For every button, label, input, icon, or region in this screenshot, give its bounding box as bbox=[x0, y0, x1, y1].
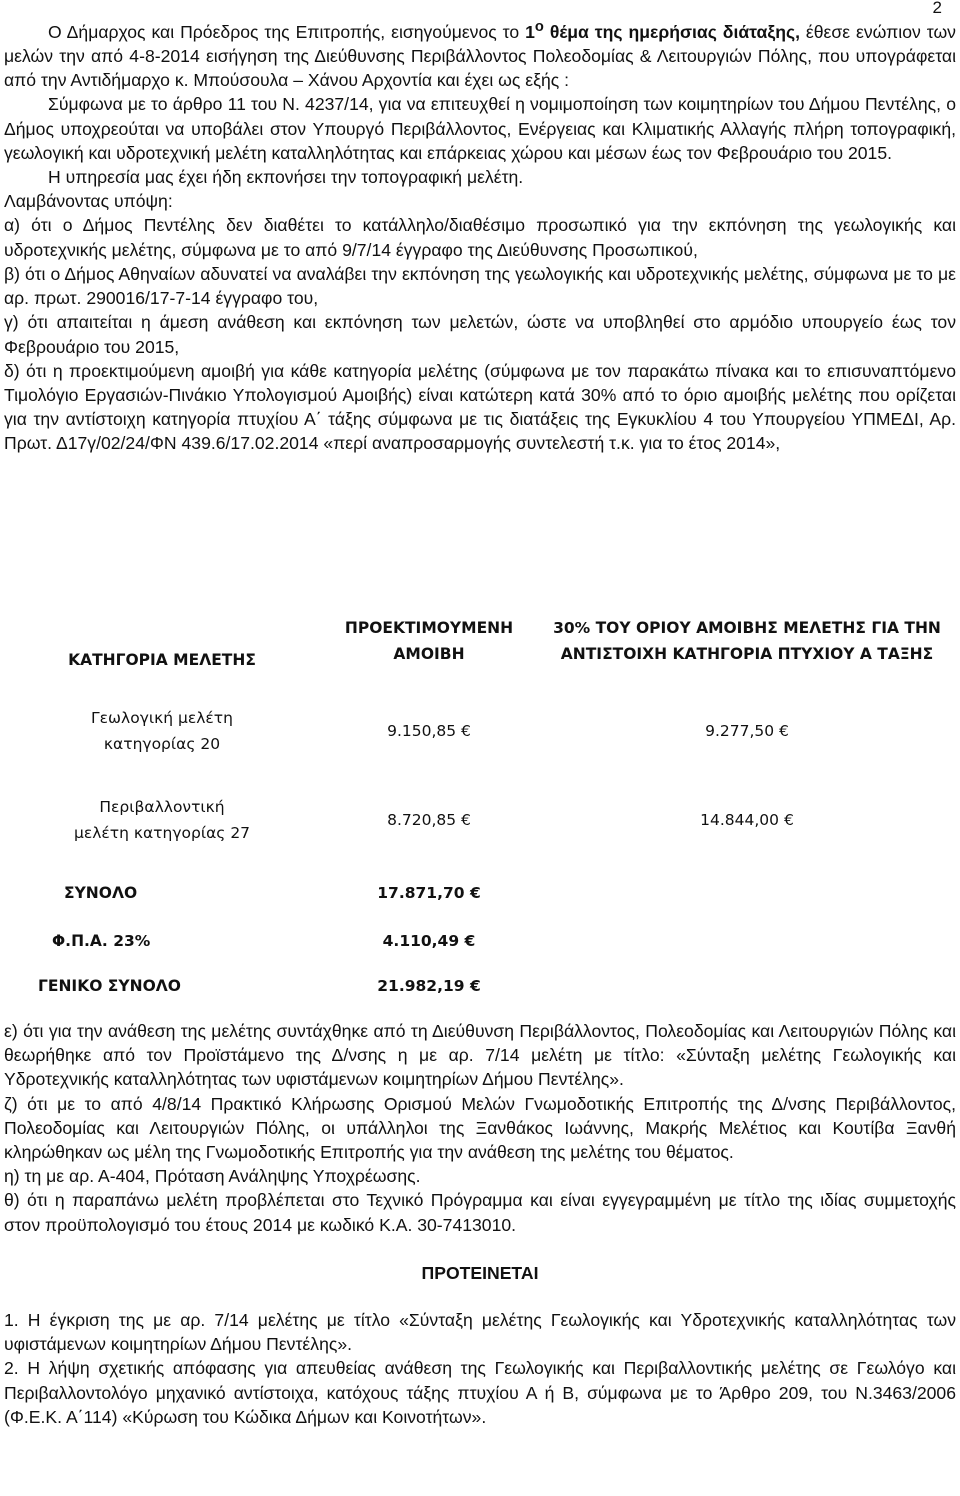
header-limit-line1: 30% ΤΟΥ ΟΡΙΟΥ ΑΜΟΙΒΗΣ ΜΕΛΕΤΗΣ ΓΙΑ ΤΗΝ bbox=[553, 619, 941, 637]
row-fee bbox=[320, 772, 538, 868]
grand-total-value bbox=[320, 964, 538, 1008]
row-limit bbox=[538, 690, 956, 772]
currency-symbol: € bbox=[464, 932, 476, 950]
item-z: ζ) ότι με το από 4/8/14 Πρακτικό Κλήρωσης Ορισμού Μελών Γνωμοδοτικής Επιτροπής της Δ/νσης Περιβάλλοντος, Πολεοδομίας και Λειτουργιών Πόλης, οι υπάλληλοι της Ξανθάκος Ιωάννης, Μακρής Μελέτιος και Κουτίβα Ξανθή κληρώθηκαν ως μέλη της Γνωμοδοτικής Επιτροπής για την ανάθεση της μελέτης του θέματος. bbox=[4, 1093, 956, 1163]
header-fee-line1: ΠΡΟΕΚΤΙΜΟΥΜΕΝΗ bbox=[344, 619, 514, 637]
proposal-2: 2. Η λήψη σχετικής απόφασης για απευθείας ανάθεση της Γεωλογικής και Περιβαλλοντικής μελέτης σε Γεωλόγο και Περιβαλλοντολόγο μηχανικό αντίστοιχα, κατόχους τάξης πτυχίου Α ή Β, σύμφωνα με το Άρθρο 209, του Ν.3463/2006 (Φ.Ε.Κ. Α΄114) «Κύρωση του Κώδικα Δήμων και Κοινοτήτων». bbox=[4, 1358, 956, 1427]
item-th: θ) ότι η παραπάνω μελέτη προβλέπεται στο Τεχνικό Πρόγραμμα και είναι εγγεγραμμένη με τίτλο της ιδίας συμμετοχής στον προϋπολογισμό του έτους 2014 με κωδικό Κ.Α. 30-7413010. bbox=[4, 1190, 956, 1235]
currency-symbol: € bbox=[461, 722, 471, 740]
currency-symbol: € bbox=[469, 977, 481, 995]
grand-total-label: ΓΕΝΙΚΟ ΣΥΝΟΛΟ bbox=[38, 977, 181, 995]
table-row bbox=[4, 690, 956, 772]
section-heading: ΠΡΟΤΕΙΝΕΤΑΙ bbox=[421, 1262, 539, 1283]
header-category: ΚΑΤΗΓΟΡΙΑ ΜΕΛΕΤΗΣ bbox=[68, 651, 256, 669]
currency-symbol: € bbox=[779, 722, 789, 740]
vat-label: Φ.Π.Α. 23% bbox=[52, 932, 151, 950]
row-category-line1: Γεωλογική μελέτη bbox=[91, 709, 233, 727]
item-b: β) ότι ο Δήμος Αθηναίων αδυνατεί να αναλάβει την εκπόνηση της γεωλογικής και υδροτεχνικής μελέτης, σύμφωνα με το με αρ. πρωτ. 290016/17-7-14 έγγραφο του, bbox=[4, 263, 956, 309]
intro-p4: Λαμβάνοντας υπόψη: bbox=[4, 191, 173, 212]
grand-total-amount: 21.982,19 bbox=[377, 977, 465, 995]
vat-row bbox=[4, 918, 956, 964]
row-limit-value: 14.844,00 bbox=[700, 811, 780, 829]
page-number: 2 bbox=[932, 0, 942, 17]
header-limit bbox=[538, 592, 956, 690]
row-category bbox=[4, 690, 320, 772]
topic-emphasis: $1^o$ θέμα της ημερήσιας διάταξης, bbox=[525, 19, 800, 42]
fee-table bbox=[4, 592, 956, 1008]
item-a: α) ότι ο Δήμος Πεντέλης δεν διαθέτει το κατάλληλο/διαθέσιμο προσωπικό για την εκπόνηση της γεωλογικής και υδροτεχνικής μελέτης, σύμφωνα με το από 9/7/14 έγγραφο της Διεύθυνσης Προσωπικού, bbox=[4, 215, 956, 260]
row-category-line2: μελέτη κατηγορίας 27 bbox=[73, 824, 251, 842]
header-fee-line2: ΑΜΟΙΒΗ bbox=[393, 645, 465, 663]
row-limit-value: 9.277,50 bbox=[705, 722, 775, 740]
table-row bbox=[4, 772, 956, 868]
header-fee bbox=[320, 592, 538, 690]
total-label: ΣΥΝΟΛΟ bbox=[64, 884, 138, 902]
vat-amount: 4.110,49 bbox=[382, 932, 460, 950]
row-category bbox=[4, 772, 320, 868]
currency-symbol: € bbox=[783, 811, 794, 829]
row-fee-value: 8.720,85 bbox=[387, 811, 457, 829]
item-e: ε) ότι για την ανάθεση της μελέτης συντάχθηκε από τη Διεύθυνση Περιβάλλοντος, Πολεοδομίας και Λειτουργιών Πόλης και θεωρήθηκε από τον Προϊστάμενο της Δ/νσης η με αρ. 7/14 μελέτη με τίτλο: «Σύνταξη μελέτης Γεωλογικής και Υδροτεχνικής καταλληλότητας των υφιστάμενων κοιμητηρίων Δήμου Πεντέλης». bbox=[4, 1021, 956, 1090]
total-amount: 17.871,70 bbox=[377, 884, 465, 902]
after-section bbox=[4, 1019, 956, 1429]
table-header-row bbox=[4, 592, 956, 690]
row-category-line1: Περιβαλλοντική bbox=[99, 798, 225, 816]
grand-total-row bbox=[4, 964, 956, 1008]
row-limit bbox=[538, 772, 956, 868]
intro-p2: Σύμφωνα με το άρθρο 11 του Ν. 4237/14, για να επιτευχθεί η νομιμοποίηση των κοιμητηρίων του Δήμου Πεντέλης, ο Δήμος υποχρεούται να υποβάλει στον Υπουργό Περιβάλλοντος, Ενέργειας και Κλιματικής Αλλαγής πλήρη τοπογραφική, γεωλογική και υδροτεχνική μελέτη καταλληλότητας και επάρκειας χώρου και μέσων έως τον Φεβρουάριο του 2015. bbox=[4, 94, 956, 163]
intro-p3: Η υπηρεσία μας έχει ήδη εκπονήσει την τοπογραφική μελέτη. bbox=[48, 167, 524, 188]
currency-symbol: € bbox=[461, 811, 471, 829]
currency-symbol: € bbox=[469, 884, 481, 902]
header-limit-line2: ΑΝΤΙΣΤΟΙΧΗ ΚΑΤΗΓΟΡΙΑ ΠΤΥΧΙΟΥ Α ΤΑΞΗΣ bbox=[560, 645, 934, 663]
row-category-line2: κατηγορίας 20 bbox=[103, 735, 221, 753]
intro-paragraph bbox=[4, 15, 956, 456]
item-c: γ) ότι απαιτείται η άμεση ανάθεση και εκπόνηση των μελετών, ώστε να υποβληθεί στο αρμόδιο υπουργείο έως τον Φεβρουάριο του 2015, bbox=[4, 312, 956, 357]
item-h: η) τη με αρ. Α-404, Πρόταση Ανάληψης Υποχρέωσης. bbox=[4, 1166, 421, 1187]
row-fee bbox=[320, 690, 538, 772]
intro-p1: Ο Δήμαρχος και Πρόεδρος της Επιτροπής, εισηγούμενος το $1^o$ θέμα της ημερήσιας διάταξης, έθεσε ενώπιον των μελών την από 4-8-2014 εισήγηση της Διεύθυνσης Περιβάλλοντος Πολεοδομίας & Λειτουργιών Πόλης, που υπογράφεται από την Αντιδήμαρχο κ. Μπούσουλα – Χάνου Αρχοντία και έχει ως εξής : bbox=[4, 19, 956, 91]
total-value bbox=[320, 868, 538, 918]
vat-value bbox=[320, 918, 538, 964]
proposal-1: 1. Η έγκριση της με αρ. 7/14 μελέτης με τίτλο «Σύνταξη μελέτης Γεωλογικής και Υδροτεχνικής καταλληλότητας των υφιστάμενων κοιμητηρίων Δήμου Πεντέλης». bbox=[4, 1310, 956, 1355]
item-d: δ) ότι η προεκτιμούμενη αμοιβή για κάθε κατηγορία μελέτης (σύμφωνα με τον παρακάτω πίνακα και το επισυναπτόμενο Τιμολόγιο Εργασιών-Πινάκιο Υπολογισμού Αμοιβής) είναι κατώτερη κατά 30% από το όριο αμοιβής μελέτης που ορίζεται για την αντίστοιχη κατηγορία πτυχίου Α΄ τάξης σύμφωνα με τις διατάξεις της Εγκυκλίου 4 του Υπουργείου ΥΠΜΕΔΙ, Αρ. Πρωτ. Δ17γ/02/24/ΦΝ 439.6/17.02.2014 «περί αναπροσαρμογής συντελεστή τ.κ. για το έτος 2014», bbox=[4, 360, 956, 454]
row-fee-value: 9.150,85 bbox=[387, 722, 457, 740]
total-row bbox=[4, 868, 956, 918]
